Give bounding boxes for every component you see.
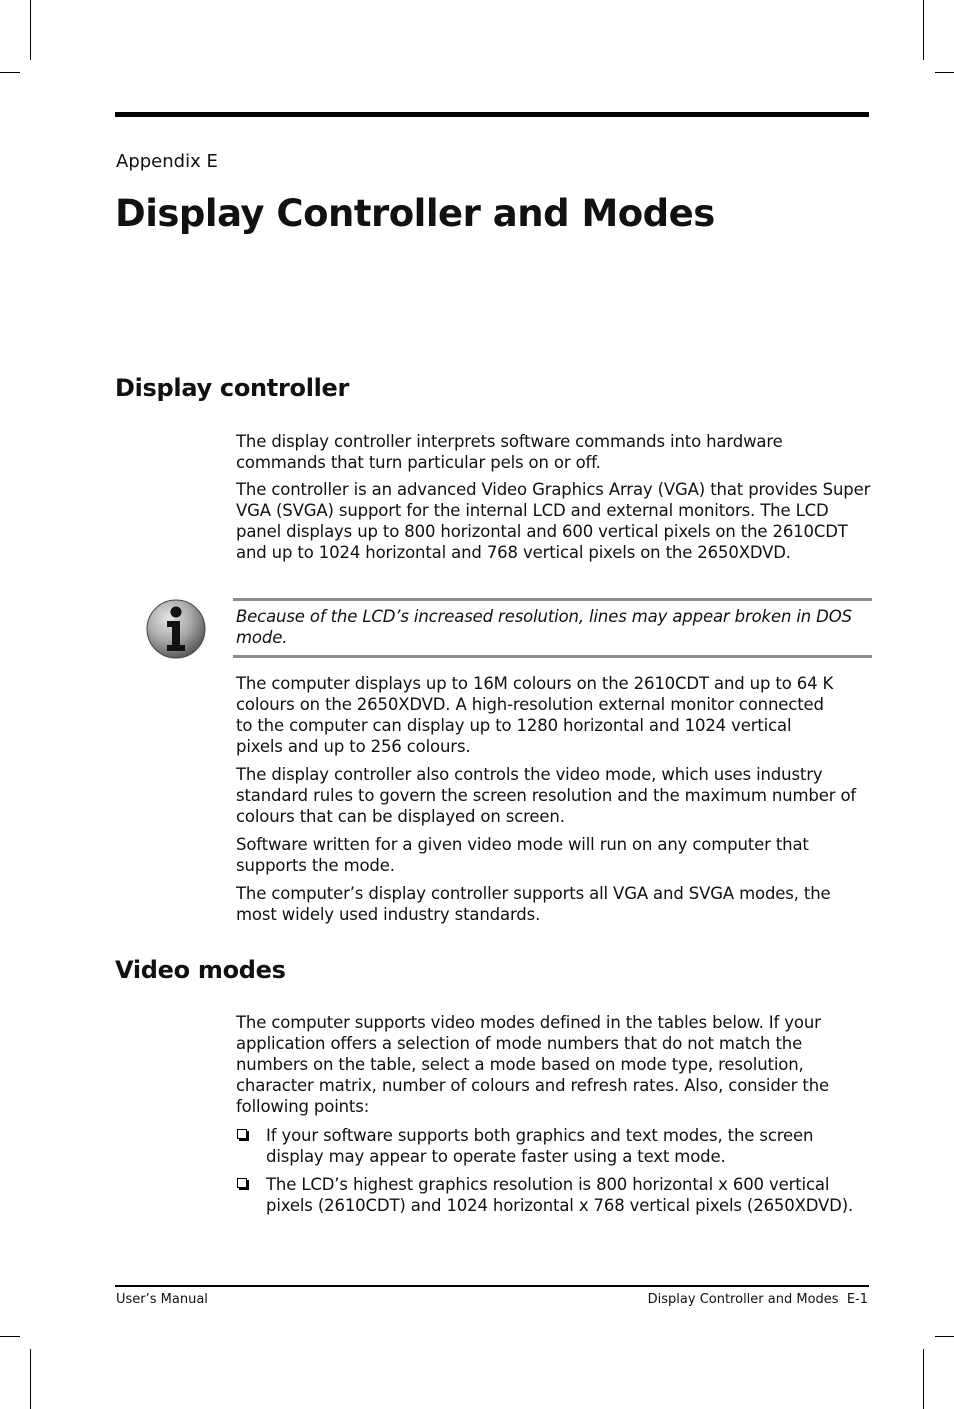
crop-mark bbox=[30, 1349, 31, 1409]
paragraph: Software written for a given video mode will run on any computer that supports the mode. bbox=[236, 835, 809, 875]
footer-right: Display Controller and Modes E-1 bbox=[647, 1292, 868, 1307]
note-bottom-rule bbox=[233, 655, 872, 658]
list-item-text: The LCD’s highest graphics resolution is 800 horizontal x 600 vertical pixels (2610CDT) and 1024 horizontal x 768 vertical pixels (2650XDVD). bbox=[266, 1175, 854, 1215]
note-top-rule bbox=[233, 598, 872, 601]
section-heading-display-controller: Display controller bbox=[115, 374, 350, 402]
header-rule bbox=[115, 112, 869, 117]
paragraph: The computer displays up to 16M colours on the 2610CDT and up to 64 K colours on the 2650XDVD. A high-resolution external monitor connected to the computer can display up to 1280 horizontal and 1024 vertical pixels and up to 256 colours. bbox=[236, 674, 834, 756]
crop-mark bbox=[30, 0, 31, 60]
crop-mark bbox=[935, 1336, 954, 1337]
appendix-label: Appendix E bbox=[116, 151, 218, 172]
crop-mark bbox=[0, 1336, 20, 1337]
footer-rule bbox=[115, 1285, 869, 1287]
footer-left: User’s Manual bbox=[116, 1292, 208, 1307]
note-text: Because of the LCD’s increased resolution, lines may appear broken in DOS mode. bbox=[236, 607, 852, 647]
paragraph: The computer supports video modes defined in the tables below. If your application offers a selection of mode numbers that do not match the numbers on the table, select a mode based on mode type, resolution, character matrix, number of colours and refresh rates. Also, consider the following points: bbox=[236, 1013, 830, 1116]
crop-mark bbox=[0, 72, 20, 73]
crop-mark bbox=[923, 1349, 924, 1409]
paragraph: The display controller interprets software commands into hardware commands that turn particular pels on or off. bbox=[236, 432, 783, 472]
paragraph: The display controller also controls the video mode, which uses industry standard rules to govern the screen resolution and the maximum number of colours that can be displayed on screen. bbox=[236, 765, 857, 826]
page-title: Display Controller and Modes bbox=[115, 192, 715, 235]
crop-mark bbox=[935, 72, 954, 73]
section-heading-video-modes: Video modes bbox=[115, 956, 286, 984]
info-icon bbox=[145, 598, 207, 660]
crop-mark bbox=[923, 0, 924, 60]
list-item-text: If your software supports both graphics and text modes, the screen display may appear to operate faster using a text mode. bbox=[266, 1126, 814, 1166]
checkbox-bullet-icon bbox=[237, 1129, 247, 1139]
paragraph: The controller is an advanced Video Graphics Array (VGA) that provides Super VGA (SVGA) support for the internal LCD and external monitors. The LCD panel displays up to 800 horizontal and 600 vertical pixels on the 2610CDT and up to 1024 horizontal and 768 vertical pixels on the 2650XDVD. bbox=[236, 480, 871, 562]
paragraph: The computer’s display controller supports all VGA and SVGA modes, the most widely used industry standards. bbox=[236, 884, 831, 924]
checkbox-bullet-icon bbox=[237, 1178, 247, 1188]
